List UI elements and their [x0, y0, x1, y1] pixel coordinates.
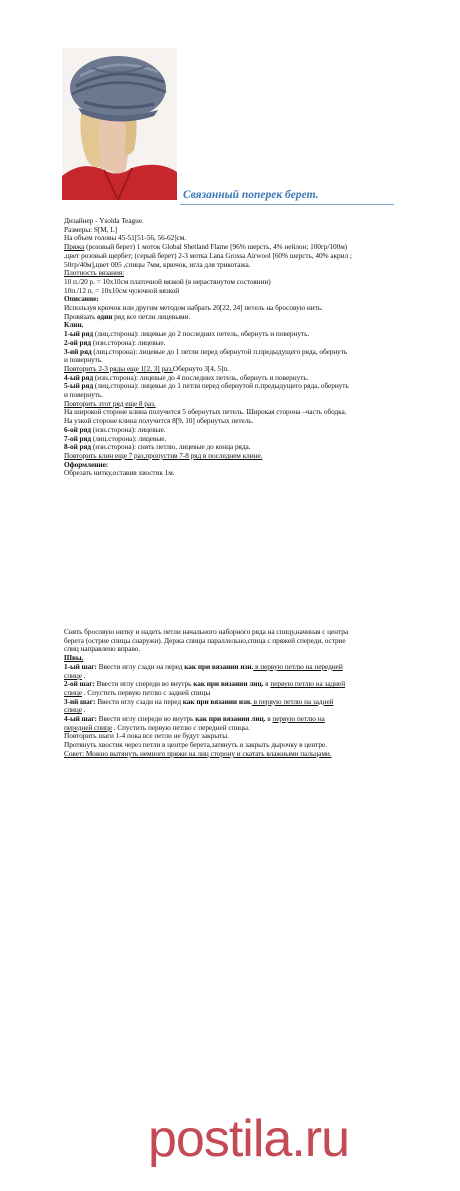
text-run: (изн.сторона): лицевые до 4 последних петель, обернуть и повернуть. [93, 372, 309, 382]
text-line [64, 348, 399, 357]
text-run: (изн.сторона): снять петлю, лицевые до конца ряда. [91, 442, 251, 452]
text-run: 3-ий ряд [64, 346, 92, 356]
text-run: 10п./12 п. = 10x10см чулочной вязкой [64, 285, 180, 295]
text-run: . [81, 670, 86, 680]
text-run: Ввести иглу спереди во внутрь [96, 714, 196, 724]
text-line [64, 698, 399, 707]
text-run: Обернуто 3[4, 5]п. [172, 363, 230, 373]
text-run: спице [64, 705, 82, 715]
text-run: Совет: Можно вытянуть немного пряжи на лиц сторону и скатать влажными пальцами. [64, 748, 332, 758]
pattern-description [64, 217, 399, 478]
text-run: и повернуть. [64, 390, 103, 400]
text-line [64, 287, 399, 296]
text-run: в первую петлю на задней [251, 696, 334, 706]
text-run: в первую петлю на передней [253, 661, 343, 671]
text-run: (изн.сторона): лицевые. [91, 424, 166, 434]
text-run: первую петлю на [272, 714, 325, 724]
text-run: Дизайнер - Ysolda Teague. [64, 216, 144, 225]
text-line [64, 313, 399, 322]
text-run: (лиц.сторона): лицевые. [91, 433, 167, 443]
text-run: спице [64, 687, 82, 697]
text-run: 1-ый шаг: [64, 661, 97, 671]
text-line [64, 750, 399, 759]
text-run: 3-ий шаг: [64, 696, 96, 706]
text-run: 5-ый ряд [64, 381, 94, 391]
page-caption: Связанный поперек берет. [183, 189, 319, 201]
text-run: как при вязании лиц. [193, 679, 264, 689]
text-run: ряд все петли лицевыми. [112, 311, 191, 321]
text-run: первую петлю на задней [270, 679, 346, 689]
text-line [64, 663, 399, 672]
text-run: (изн.сторона): лицевые. [91, 337, 166, 347]
text-run: Используя крючок или другим методом набрать 20[22, 24] петель на бросовую нить. [64, 303, 323, 313]
text-run: 50гр/40м],цвет 005 ,спицы 7мм, крючок, игла для трикотажа. [64, 259, 251, 269]
text-run: спице [64, 670, 82, 680]
text-run: Описание: [64, 294, 99, 304]
text-run: . Спустить первую петлю с задней спицы [81, 687, 211, 697]
text-run: Клин. [64, 320, 84, 330]
text-run: Ввести иглу спереди во внутрь [94, 679, 194, 689]
text-line [64, 382, 399, 391]
postila-logo-wordmark: postila.ru [148, 1110, 349, 1168]
text-run: в [265, 714, 273, 724]
text-run: в [263, 679, 271, 689]
text-run: как при вязании изн. [184, 661, 254, 671]
text-run: 10 п./20 р. = 10x10см платочной вязкой (в нерастянутом состоянии) [64, 276, 271, 286]
text-run: Размеры: S[M, L] [64, 224, 118, 234]
text-run: На объем головы 45-51[51-56, 56-62]см. [64, 233, 187, 243]
text-run: ,цвет розовый щербет; (серый берет) 2-3 мотка Lana Grossa Airwool [60% шерсть, 40% акрил ; [64, 250, 352, 260]
finishing-instructions [64, 628, 399, 759]
text-run: 7-ой ряд [64, 433, 92, 443]
text-run: 8-ой ряд [64, 442, 92, 452]
text-run: Оформление: [64, 459, 109, 469]
text-run: Снять бросовую нитку и надеть петли начального наборного ряда на спицу,начиная с центра [64, 627, 349, 636]
text-run: Повторить шаги 1-4 пока все петли не будут закрыты. [64, 731, 229, 741]
text-run: На широкой стороне клина получится 5 обернутых петель. Широкая сторона –часть ободка. [64, 407, 347, 417]
text-run: Плотность вязания: [64, 268, 125, 278]
text-run: один [97, 311, 113, 321]
text-run: 2-ой шаг: [64, 679, 95, 689]
text-run: . Спустить первую петлю с передней спицы. [112, 722, 250, 732]
text-run: (лиц.сторона): лицевые до 1 петли перед обернутой п.предыдущего ряда, обернуть [91, 346, 348, 356]
text-run: 2-ой ряд [64, 337, 92, 347]
text-run: как при вязании лиц. [195, 714, 266, 724]
text-run: спиц направлено вправо. [64, 644, 141, 654]
text-run: Повторить клин еще 7 раз,пропустив 7-8 ряд в последнем клине. [64, 450, 263, 460]
text-run: 4-ый шаг: [64, 714, 97, 724]
text-line [64, 469, 399, 478]
text-run: . [81, 705, 86, 715]
text-run: и повернуть. [64, 355, 103, 365]
text-run: передней спице [64, 722, 113, 732]
text-run: Ввести иглу сзади на перед [96, 661, 185, 671]
text-line [64, 452, 399, 461]
text-run: Ввести иглу сзади на перед [95, 696, 183, 706]
text-run: Протянуть хвостик через петли в центре берета,затянуть и закрыть дырочку в центре. [64, 740, 327, 750]
text-line [64, 645, 399, 654]
postila-logo [148, 1110, 448, 1170]
text-run: Повторить 2-3 ряды еще 1[2, 3] раз. [64, 363, 173, 373]
text-run: как при вязании изн. [182, 696, 252, 706]
text-run: Провязать [64, 311, 98, 321]
beret-photo [62, 48, 177, 200]
text-run: берета (острие спицы снаружи). Держа спицы параллельно,спица с пряжей спереди, острие [64, 635, 346, 645]
text-run: На узкой стороне клина получится 8[9, 10] обернутых петель. [64, 416, 254, 426]
text-run: (лиц.сторона): лицевые до 1 петли перед обернутой п.предыдущего ряда, обернуть [93, 381, 349, 391]
text-run: 4-ый ряд [64, 372, 94, 382]
text-run: 6-ой ряд [64, 424, 92, 434]
text-run: (розовый берет) 1 моток Global Shetland Flame [96% шерсть, 4% нейлон; 100гр/100м) [84, 242, 348, 252]
text-run: Пряжа [64, 242, 85, 252]
text-run: Швы. [64, 653, 84, 663]
text-run: Повторить этот ряд еще 8 раз. [64, 398, 156, 408]
text-run: (лиц.сторона): лицевые до 2 последних петель, обернуть и повернуть. [93, 329, 310, 339]
text-run: Обрезать нитку,оставив хвостик 1м. [64, 468, 175, 478]
text-run: 1-ый ряд [64, 329, 94, 339]
caption-divider [180, 204, 394, 205]
